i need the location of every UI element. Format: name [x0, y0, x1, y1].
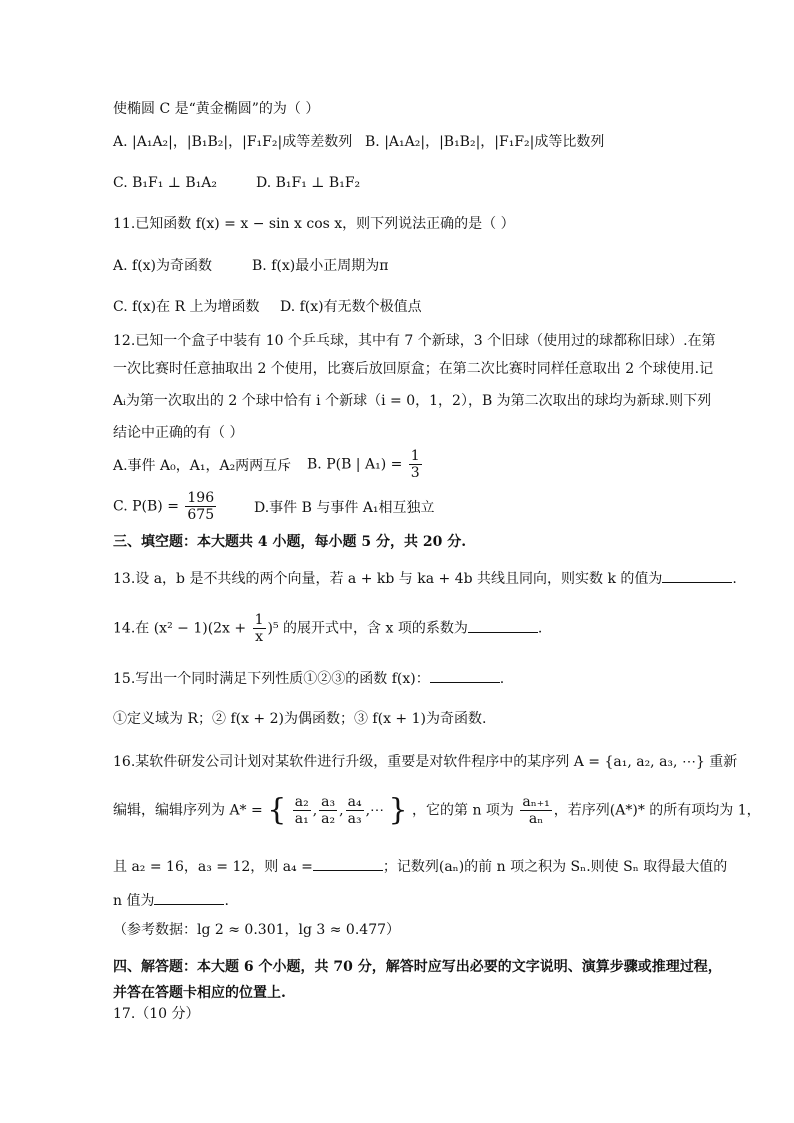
q12-line-3: Aᵢ为第一次取出的 2 个球中恰有 i 个新球（i = 0，1，2），B 为第二次取出的球均为新球.则下列	[113, 393, 712, 409]
q10-stem: 使椭圆 C 是“黄金椭圆”的为（ ）	[113, 101, 320, 117]
q14-expr-right: )⁵	[267, 620, 279, 637]
fraction-denominator: x	[255, 629, 263, 645]
q16-line-3-a: 且 a₂ = 16，a₃ = 12，则 a₄ =	[113, 859, 313, 875]
q12-option-a: A.事件 A₀，A₁，A₂两两互斥	[113, 458, 292, 474]
q12-line-4: 结论中正确的有（ ）	[113, 425, 244, 441]
q16-line-3	[113, 856, 727, 877]
q12-option-b	[307, 448, 424, 481]
q10-option-a: A. |A₁A₂|，|B₁B₂|，|F₁F₂|成等差数列	[113, 134, 353, 150]
q15-end: .	[499, 671, 505, 687]
q13-end: .	[732, 571, 737, 587]
q15-text: 15.写出一个同时满足下列性质①②③的函数 f(x)：	[113, 671, 430, 687]
answer-blank	[313, 856, 383, 871]
fraction-numerator: aₙ₊₁	[522, 794, 550, 810]
answer-blank	[468, 618, 538, 633]
q16-line-2: 编辑，编辑序列为 A* = { $\frac{\text{a₂}}{\text{a₁}}$ , $\frac{\text{a₃}}{\text{a₂}}$ , $\frac{\text{a₄}}{\text{a₃}}$ ,⋯ } ，它的第 n 项为 $\frac{\text{aₙ₊₁}}{\text{aₙ}}$ ，若序列(A*)* 的所有项均为 1，	[113, 792, 761, 828]
section-4-heading-line-2: 并答在答题卡相应的位置上.	[113, 985, 286, 1001]
answer-blank	[662, 568, 732, 583]
q11-option-d: D. f(x)有无数个极值点	[280, 299, 422, 315]
q10-option-d: D. B₁F₁ ⊥ B₁F₂	[256, 175, 361, 191]
q12-option-c-fraction	[185, 490, 216, 523]
answer-blank	[430, 668, 500, 683]
q16-term-fraction	[520, 794, 551, 827]
q13-line	[113, 568, 737, 589]
q16-line-4	[113, 890, 229, 911]
q14-fraction	[253, 612, 266, 645]
fraction-denominator: 3	[410, 465, 420, 481]
q16-line-1: 16.某软件研发公司计划对某软件进行升级，重要是对软件程序中的某序列 A = {a₁, a₂, a₃, ⋯} 重新	[113, 754, 738, 770]
q15-line	[113, 668, 504, 689]
q16-reference-data: （参考数据：lg 2 ≈ 0.301，lg 3 ≈ 0.477）	[113, 922, 401, 938]
q16-fraction-1	[293, 794, 311, 827]
fraction-denominator: a₂	[321, 811, 336, 827]
q13-text: 13.设 a，b 是不共线的两个向量，若 a + kb 与 ka + 4b 共线且同向，则实数 k 的值为	[113, 571, 663, 587]
q11-option-c: C. f(x)在 R 上为增函数	[113, 299, 260, 315]
q12-option-d: D.事件 B 与事件 A₁相互独立	[254, 500, 435, 516]
q12-line-1: 12.已知一个盒子中装有 10 个乒乓球，其中有 7 个新球，3 个旧球（使用过的球都称旧球）.在第	[113, 333, 716, 349]
fraction-denominator: aₙ	[528, 811, 544, 827]
fraction-numerator: a₂	[294, 794, 309, 810]
q12-option-c-prefix: C. P(B) =	[113, 498, 179, 515]
q16-line-4-end: .	[224, 893, 229, 909]
q14-prefix: 14.在	[113, 620, 150, 637]
fraction-denominator: a₁	[294, 811, 309, 827]
q12-option-b-fraction	[409, 448, 422, 481]
q11-stem: 11.已知函数 f(x) = x − sin x cos x，则下列说法正确的是（ ）	[113, 216, 515, 232]
q16-line-3-b: ；记数列(aₙ)的前 n 项之积为 Sₙ.则使 Sₙ 取得最大值的	[382, 859, 728, 875]
q12-option-b-prefix: B. P(B | A₁) =	[307, 456, 403, 473]
q15-properties: ①定义域为 R；② f(x + 2)为偶函数；③ f(x + 1)为奇函数.	[113, 711, 487, 727]
fraction-denominator: 675	[187, 507, 215, 523]
q12-option-c	[113, 490, 218, 523]
q14-line	[113, 612, 542, 645]
fraction-numerator: 1	[410, 448, 420, 464]
q16-line-2-suffix: ，若序列(A*)* 的所有项均为 1，	[553, 802, 761, 819]
fraction-numerator: a₃	[321, 794, 336, 810]
q12-line-2: 一次比赛时任意抽取出 2 个使用，比赛后放回原盒；在第二次比赛时同样任意取出 2 个球使用.记	[113, 361, 714, 377]
q16-fraction-3	[346, 794, 364, 827]
q11-option-a: A. f(x)为奇函数	[113, 258, 213, 274]
q16-fraction-2	[319, 794, 337, 827]
q14-suffix: 的展开式中，含 x 项的系数为	[283, 620, 468, 637]
answer-blank	[154, 890, 224, 905]
section-3-heading: 三、填空题：本大题共 4 小题，每小题 5 分，共 20 分.	[113, 534, 467, 550]
left-brace: {	[267, 792, 287, 828]
section-4-heading-line-1: 四、解答题：本大题 6 个小题，共 70 分，解答时应写出必要的文字说明、演算步骤或推理过程，	[113, 959, 722, 975]
q16-line-4-text: n 值为	[113, 893, 155, 909]
q16-line-2-prefix: 编辑，编辑序列为 A* =	[113, 802, 263, 819]
fraction-numerator: a₄	[347, 794, 362, 810]
q16-line-2-mid: ，它的第 n 项为	[412, 802, 514, 819]
q14-expr-left: (x² − 1)(2x +	[153, 620, 247, 637]
q17-label: 17.（10 分）	[113, 1006, 200, 1022]
q14-end: .	[537, 620, 543, 637]
q10-option-c: C. B₁F₁ ⊥ B₁A₂	[113, 175, 218, 191]
q10-option-b: B. |A₁A₂|，|B₁B₂|，|F₁F₂|成等比数列	[365, 134, 605, 150]
q11-option-b: B. f(x)最小正周期为π	[252, 258, 389, 274]
q16-dots: ,⋯	[365, 802, 385, 819]
fraction-numerator: 1	[254, 612, 264, 628]
fraction-numerator: 196	[187, 490, 215, 506]
right-brace: }	[388, 792, 408, 828]
fraction-denominator: a₃	[347, 811, 362, 827]
